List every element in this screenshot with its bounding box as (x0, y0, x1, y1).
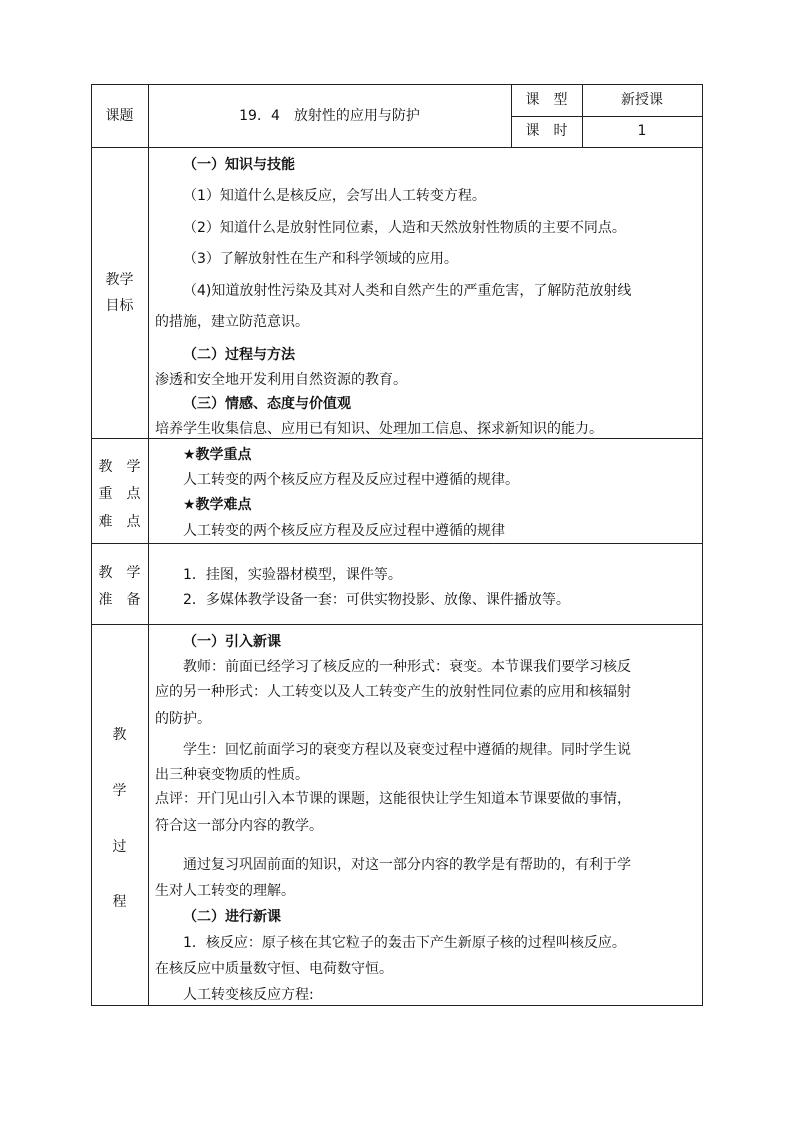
keypoints-label-3: 难 点 (98, 514, 141, 530)
preparation-label-2: 准 备 (98, 592, 141, 608)
process-new-line-2: 在核反应中质量数守恒、电荷数守恒。 (155, 961, 393, 977)
table-divider-preparation (91, 624, 703, 625)
process-label-2: 学 (112, 783, 127, 799)
objective-item-1: （1）知道什么是核反应，会写出人工转变方程。 (183, 188, 486, 204)
difficult-points-title: ★教学难点 (183, 497, 252, 513)
process-line-2: 应的另一种形式：人工转变以及人工转变产生的放射性同位素的应用和核辐射 (155, 684, 631, 700)
type-label: 课 型 (525, 92, 568, 108)
process-label-1: 教 (112, 727, 127, 743)
table-border-right (702, 84, 703, 1005)
process-line-7: 符合这一部分内容的教学。 (155, 818, 323, 834)
table-divider-objectives (91, 438, 703, 439)
objectives-process-text: 渗透和安全地开发利用自然资源的教育。 (155, 372, 407, 388)
keypoints-label-1: 教 学 (98, 459, 141, 475)
keypoints-label-2: 重 点 (98, 486, 141, 502)
objective-item-4: （4)知道放射性污染及其对人类和自然产生的严重危害，了解防范放射线 (183, 283, 632, 299)
process-new-line-3: 人工转变核反应方程: (183, 987, 314, 1003)
process-line-9: 生对人工转变的理解。 (155, 883, 295, 899)
process-line-3: 的防护。 (155, 711, 211, 727)
objective-item-3: （3）了解放射性在生产和科学领域的应用。 (183, 251, 458, 267)
table-border-left (91, 84, 92, 1005)
difficult-points-text: 人工转变的两个核反应方程及反应过程中遵循的规律 (183, 523, 505, 539)
process-line-4: 学生：回忆前面学习的衰变方程以及衰变过程中遵循的规律。同时学生说 (183, 742, 631, 758)
process-label-3: 过 (112, 839, 127, 855)
objectives-label-line2: 目标 (105, 298, 134, 314)
table-border-bottom (91, 1005, 703, 1006)
process-line-5: 出三种衰变物质的性质。 (155, 767, 309, 783)
topic-value: 19．4 放射性的应用与防护 (239, 108, 420, 124)
objectives-label-line1: 教学 (105, 272, 134, 288)
table-divider-topic (91, 147, 703, 148)
preparation-item-2: 2．多媒体教学设备一套：可供实物投影、放像、课件播放等。 (183, 592, 570, 608)
key-points-text: 人工转变的两个核反应方程及反应过程中遵循的规律。 (183, 472, 519, 488)
preparation-item-1: 1．挂图，实验器材模型，课件等。 (183, 567, 402, 583)
process-section-title-new: （二）进行新课 (183, 909, 281, 925)
process-new-line-1: 1．核反应：原子核在其它粒子的轰击下产生新原子核的过程叫核反应。 (183, 935, 626, 951)
table-divider-keypoints (91, 543, 703, 544)
table-divider-label-col (148, 84, 149, 1005)
objectives-section-title-attitude: （三）情感、态度与价值观 (183, 396, 351, 412)
process-line-6: 点评：开门见山引入本节课的课题，这能很快让学生知道本节课要做的事情， (155, 791, 631, 807)
objective-item-2: （2）知道什么是放射性同位素，人造和天然放射性物质的主要不同点。 (183, 220, 626, 236)
hours-label: 课 时 (525, 123, 568, 139)
process-label-4: 程 (112, 894, 127, 910)
process-line-8: 通过复习巩固前面的知识，对这一部分内容的教学是有帮助的，有利于学 (183, 857, 631, 873)
key-points-title: ★教学重点 (183, 447, 252, 463)
preparation-label-1: 教 学 (98, 565, 141, 581)
objectives-section-title-knowledge: （一）知识与技能 (183, 157, 295, 173)
objectives-attitude-text: 培养学生收集信息、应用已有知识、处理加工信息、探求新知识的能力。 (155, 421, 603, 437)
table-border-top (91, 84, 703, 85)
objective-item-4-cont: 的措施，建立防范意识。 (155, 314, 309, 330)
objectives-section-title-process: （二）过程与方法 (183, 347, 295, 363)
process-section-title-intro: （一）引入新课 (183, 634, 281, 650)
topic-label: 课题 (105, 108, 134, 124)
hours-value: 1 (637, 123, 647, 139)
table-divider-type-hours (511, 116, 703, 117)
process-line-1: 教师：前面已经学习了核反应的一种形式：衰变。本节课我们要学习核反 (183, 659, 631, 675)
type-value: 新授课 (621, 92, 663, 108)
